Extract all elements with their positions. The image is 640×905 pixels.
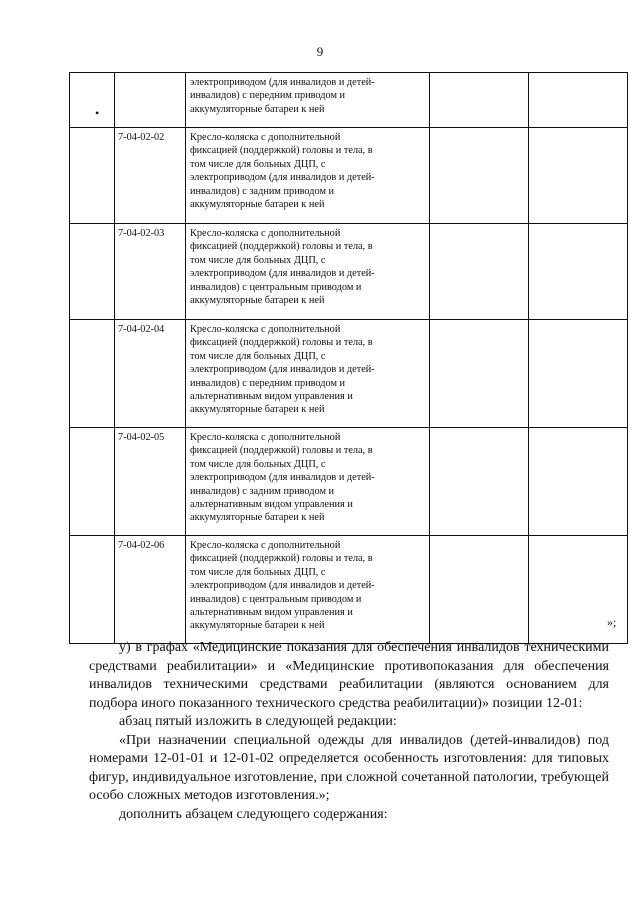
table-cell-empty — [70, 320, 115, 428]
body-text — [89, 639, 609, 824]
table-cell-description: электроприводом (для инвалидов и детей- инвалидов) с передним приводом и аккумуляторные батареи к ней — [186, 73, 430, 128]
paragraph-quoted-text: «При назначении специальной одежды для инвалидов (детей-инвалидов) под номерами 12-01-01 и 12-01-02 определяется особенность изготовления: для типовых фигур, индивидуальное изготовление, при сложной сочетанной патологии, требующей особо сложных методов изготовления.»; — [89, 732, 609, 803]
paragraph-instruction: абзац пятый изложить в следующей редакции: — [119, 714, 397, 729]
table-cell-empty — [70, 536, 115, 644]
closing-quote-mark: »; — [607, 615, 617, 629]
table-cell-empty — [430, 128, 529, 224]
table-cell-empty — [529, 73, 628, 128]
page-number: 9 — [316, 44, 324, 59]
table-cell-empty — [430, 73, 529, 128]
table-cell-empty — [70, 128, 115, 224]
table-cell-empty — [70, 73, 115, 128]
table-cell-empty — [529, 320, 628, 428]
paragraph-amendment-u: у) в графах «Медицинские показания для обеспечения инвалидов техническими средствами реабилитации» и «Медицинские противопоказания для обеспечения инвалидов техническими средствами реабилитации (являются основанием для подбора иного показанного технического средства реабилитации)» позиции 12-01: — [89, 640, 609, 711]
table-cell-description: Кресло-коляска с дополнительной фиксацией (поддержкой) головы и тела, в том числе для больных ДЦП, с электроприводом (для инвалидов и детей- инвалидов) с передним приводом и альтернативным видом управления и аккумуляторные батареи к ней — [186, 320, 430, 428]
table-cell-code: 7-04-02-05 — [115, 428, 186, 536]
table-row — [70, 536, 628, 644]
paragraph-supplement: дополнить абзацем следующего содержания: — [119, 806, 388, 822]
table-row — [70, 128, 628, 224]
table-cell-description: Кресло-коляска с дополнительной фиксацией (поддержкой) головы и тела, в том числе для больных ДЦП, с электроприводом (для инвалидов и детей- инвалидов) с центральным приводом и аккумуляторные батареи к ней — [186, 224, 430, 320]
table-row — [70, 73, 628, 128]
table-cell-empty — [529, 128, 628, 224]
table-cell-empty — [430, 320, 529, 428]
table-row — [70, 320, 628, 428]
table-cell-empty — [70, 224, 115, 320]
table-cell-description: Кресло-коляска с дополнительной фиксацией (поддержкой) головы и тела, в том числе для больных ДЦП, с электроприводом (для инвалидов и детей- инвалидов) с задним приводом и аккумуляторные батареи к ней — [186, 128, 430, 224]
table-row — [70, 428, 628, 536]
table-cell-empty — [430, 536, 529, 644]
table-cell-code — [115, 73, 186, 128]
table-cell-empty — [430, 224, 529, 320]
table-cell-code: 7-04-02-03 — [115, 224, 186, 320]
document-table — [69, 72, 628, 644]
table-cell-code: 7-04-02-02 — [115, 128, 186, 224]
table-cell-empty — [70, 428, 115, 536]
table-cell-empty — [430, 428, 529, 536]
table-cell-code: 7-04-02-04 — [115, 320, 186, 428]
table-cell-empty — [529, 224, 628, 320]
table-cell-code: 7-04-02-06 — [115, 536, 186, 644]
bullet-mark: • — [95, 106, 100, 120]
table-cell-description: Кресло-коляска с дополнительной фиксацией (поддержкой) головы и тела, в том числе для больных ДЦП, с электроприводом (для инвалидов и детей- инвалидов) с задним приводом и альтернативным видом управления и аккумуляторные батареи к ней — [186, 428, 430, 536]
table-cell-empty — [529, 428, 628, 536]
table-cell-description: Кресло-коляска с дополнительной фиксацией (поддержкой) головы и тела, в том числе для больных ДЦП, с электроприводом (для инвалидов и детей- инвалидов) с центральным приводом и альтернативным видом управления и аккумуляторные батареи к ней — [186, 536, 430, 644]
table-row — [70, 224, 628, 320]
